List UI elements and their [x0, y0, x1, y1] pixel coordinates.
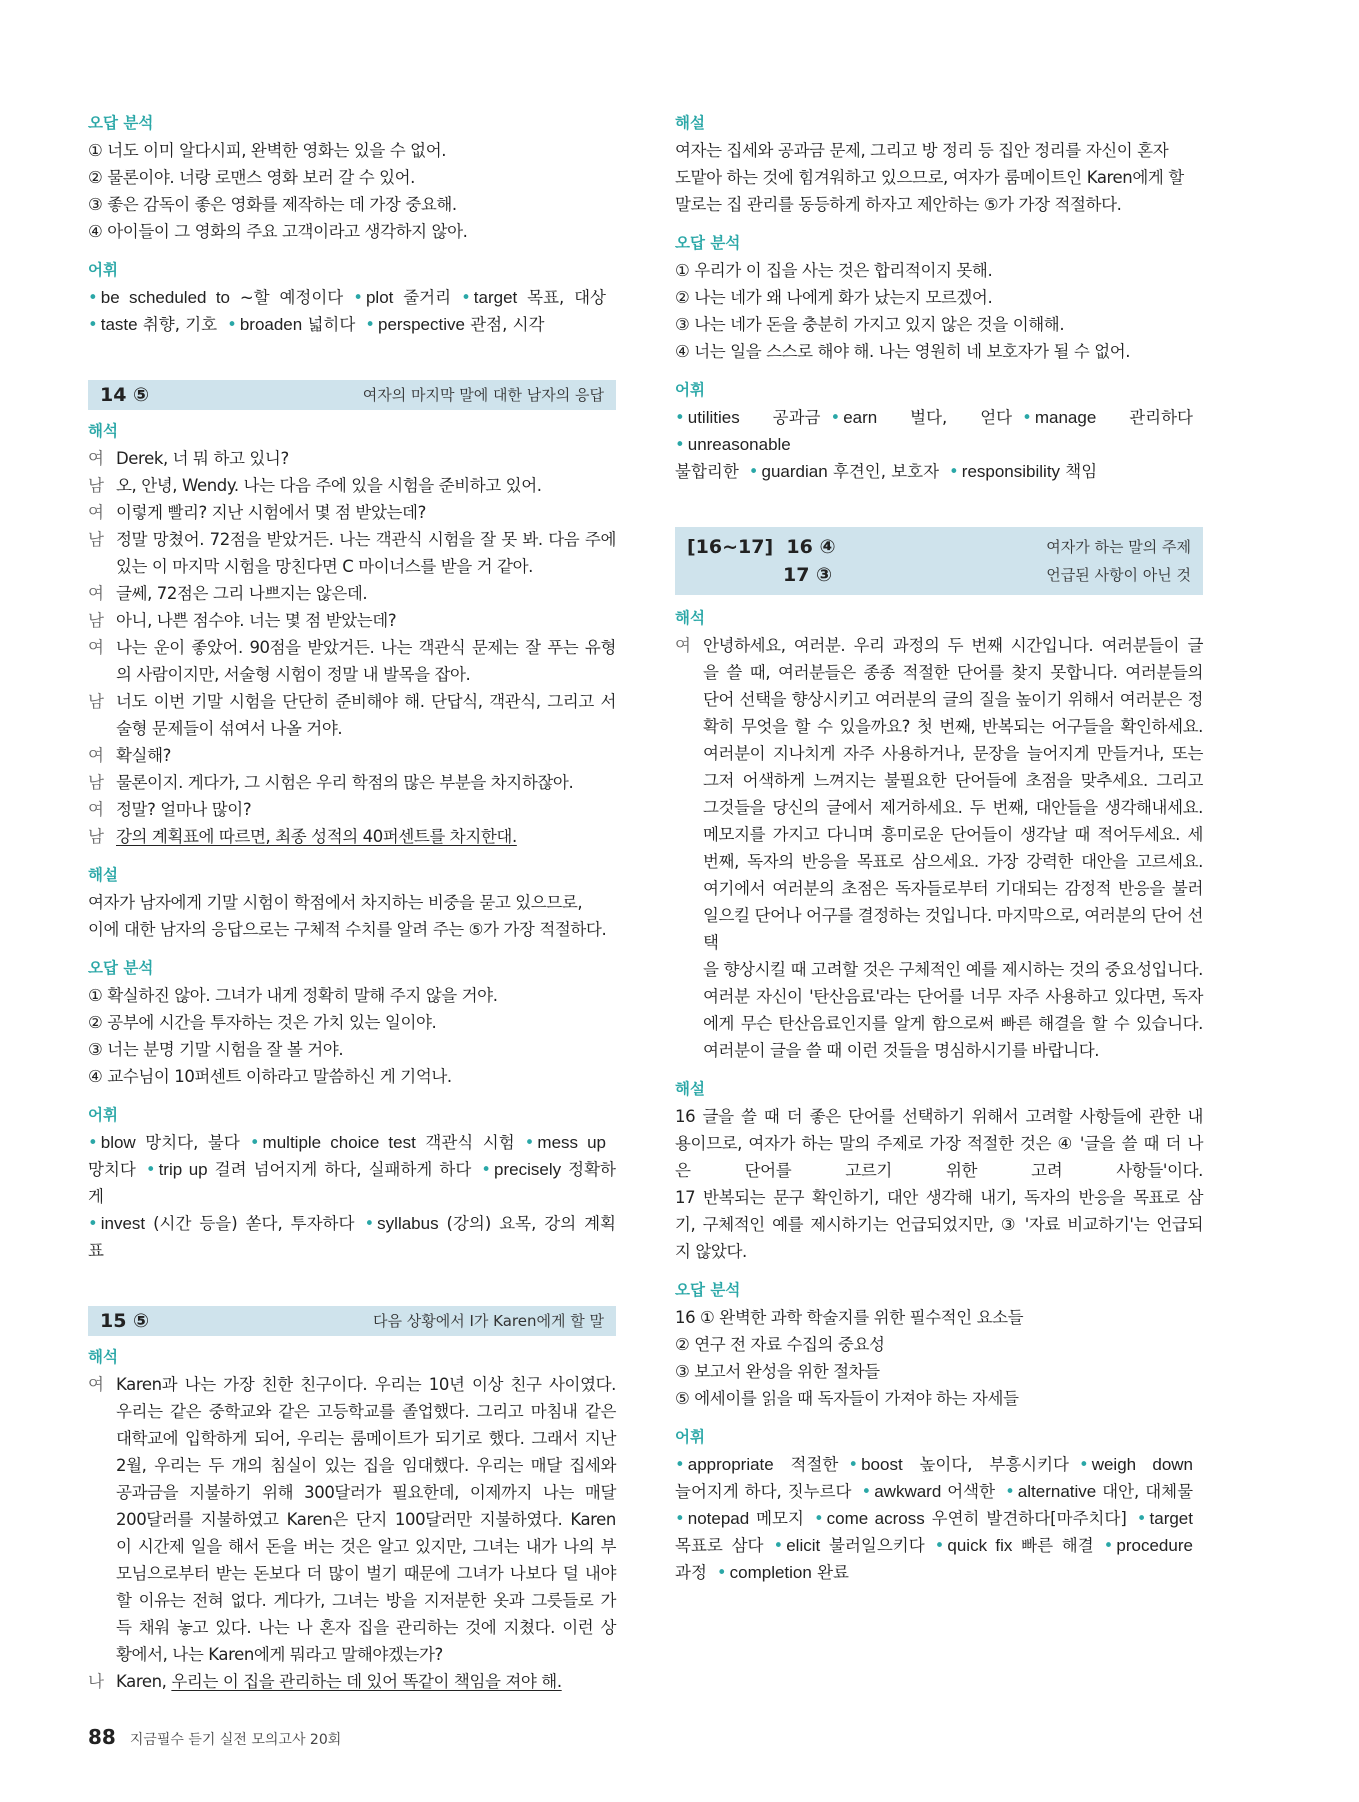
vocab-meaning: 메모지	[749, 1509, 804, 1528]
text-line: ③ 좋은 감독이 좋은 영화를 제작하는 데 가장 중요해.	[88, 195, 457, 214]
bullet-icon: •	[481, 1160, 492, 1179]
vocab-term: precisely	[494, 1160, 562, 1179]
vocab-meaning: 목표로 삼다	[675, 1536, 764, 1555]
vocab-item	[250, 1133, 515, 1152]
text-line: 안녕하세요, 여러분. 우리 과정의 두 번째 시간입니다. 여러분들이 글	[703, 636, 1203, 655]
vocab-meaning: 정확하게	[88, 1160, 616, 1206]
vocab-line	[675, 1505, 1203, 1532]
question-number: 16 ④	[786, 535, 836, 558]
vocab-term: target	[1149, 1509, 1193, 1528]
vocab-item	[227, 315, 355, 334]
text-line: ④ 교수님이 10퍼센트 이하라고 말씀하신 게 기억나.	[88, 1067, 452, 1086]
text-line: 여자가 남자에게 기말 시험이 학점에서 차지하는 비중을 묻고 있으므로,	[88, 893, 583, 912]
dialogue-line	[88, 499, 616, 526]
bullet-icon: •	[1022, 408, 1032, 427]
text-line: ① 확실하진 않아. 그녀가 내게 정확히 말해 주지 않을 거야.	[88, 986, 498, 1005]
text-line: 그것들을 당신의 글에서 제거하세요. 두 번째, 대안들을 생각해내세요.	[703, 798, 1203, 817]
text-line: ⑤ 에세이를 읽을 때 독자들이 가져야 하는 자세들	[675, 1389, 1019, 1408]
speaker-label: 여	[675, 636, 691, 655]
speaker-label: 여	[88, 584, 104, 603]
vocab-line	[675, 1451, 1203, 1478]
vocab-meaning: 높이다, 부흥시키다	[902, 1455, 1069, 1474]
text-line: ③ 나는 네가 돈을 충분히 가지고 있지 않은 것을 이해해.	[675, 315, 1065, 334]
text-line: ② 물론이야. 너랑 로맨스 영화 보러 갈 수 있어.	[88, 168, 416, 187]
vocab-item	[461, 288, 606, 307]
section-heading: 어휘	[88, 261, 118, 279]
explanation	[88, 889, 616, 943]
vocab-item	[814, 1509, 1127, 1528]
vocab-item	[353, 288, 451, 307]
vocab-term: trip up	[158, 1160, 208, 1179]
dialogue-text: 이렇게 빨리? 지난 시험에서 몇 점 받았는데?	[116, 503, 426, 522]
dialogue-line	[88, 796, 616, 823]
vocab-term: quick fix	[947, 1536, 1013, 1555]
bullet-icon: •	[675, 1455, 685, 1474]
speaker-label: 남	[88, 611, 104, 630]
text-line: 일으킬 단어나 어구를 결정하는 것입니다. 마지막으로, 여러분의 단어 선택	[703, 906, 1203, 952]
page-number: 88	[88, 1725, 116, 1749]
vocab-meaning: 관점, 시각	[464, 315, 545, 334]
bullet-icon: •	[773, 1536, 784, 1555]
question-topic: 여자가 하는 말의 주제	[1046, 537, 1191, 556]
text-line: 그저 어색하게 느껴지는 불필요한 단어들에 초점을 맞추세요. 그리고	[703, 771, 1203, 790]
vocab-meaning: 적절한	[773, 1455, 839, 1474]
vocab-item	[525, 1133, 606, 1152]
page-footer	[88, 1725, 341, 1749]
text-line: ④ 아이들이 그 영화의 주요 고객이라고 생각하지 않아.	[88, 222, 468, 241]
vocab-line	[88, 1210, 616, 1264]
vocab-term: come across	[826, 1509, 925, 1528]
wrong-answer-list	[675, 1304, 1203, 1412]
vocab-term: notepad	[687, 1509, 750, 1528]
vocab-term: perspective	[378, 315, 465, 334]
bullet-icon: •	[88, 1133, 98, 1152]
dialogue-line	[88, 742, 616, 769]
vocab-item	[675, 435, 791, 454]
dialogue-line	[88, 688, 616, 742]
speaker-label: 여	[88, 503, 104, 522]
section-heading: 해설	[675, 1080, 705, 1098]
text-line: 이에 대한 남자의 응답으로는 구체적 수치를 알려 주는 ⑤가 가장 적절하다.	[88, 920, 607, 939]
speaker-label: 여	[88, 449, 104, 468]
vocab-line	[675, 458, 1203, 485]
text-line: 모님으로부터 받는 돈보다 더 많이 벌기 때문에 그녀가 나보다 덜 내야	[116, 1564, 616, 1583]
bullet-icon: •	[88, 288, 98, 307]
dialogue-line	[88, 445, 616, 472]
vocab-line	[88, 1129, 616, 1156]
wrong-answer-list	[88, 982, 616, 1090]
vocab-item	[88, 1160, 136, 1179]
vocab-meaning: 완료	[811, 1563, 849, 1582]
bullet-icon: •	[524, 1133, 535, 1152]
answer-underline: 강의 계획표에 따르면, 최종 성적의 40퍼센트를 차지한대.	[116, 827, 517, 846]
text-line: 16 ① 완벽한 과학 학술지를 위한 필수적인 요소들	[675, 1308, 1024, 1327]
vocab-item	[861, 1482, 995, 1501]
speaker-label: 남	[88, 530, 104, 549]
section-heading: 해석	[675, 609, 705, 627]
vocab-item	[88, 1214, 354, 1233]
text-line: Karen과 나는 가장 친한 친구이다. 우리는 10년 이상 친구 사이였다.	[116, 1375, 616, 1394]
vocab-line	[88, 311, 616, 338]
section-heading: 해석	[88, 1348, 118, 1366]
speaker-label: 남	[88, 827, 104, 846]
vocab-term: plot	[365, 288, 394, 307]
vocab-term: target	[473, 288, 518, 307]
question-number: 14 ⑤	[100, 383, 150, 406]
dialogue-line	[88, 769, 616, 796]
vocab-item	[146, 1160, 471, 1179]
vocab-line	[675, 1559, 1203, 1586]
vocab-term: alternative	[1017, 1482, 1097, 1501]
vocab-term: broaden	[239, 315, 303, 334]
vocab-item	[675, 1563, 707, 1582]
vocab-item	[773, 1536, 924, 1555]
vocab-item	[1079, 1455, 1193, 1474]
question-topic: 언급된 사항이 아닌 것	[1046, 565, 1191, 584]
vocab-meaning: 줄거리	[393, 288, 452, 307]
bullet-icon: •	[675, 435, 685, 454]
section-heading: 해석	[88, 422, 118, 440]
vocab-line	[88, 284, 616, 311]
text-line: 메모지를 가지고 다니며 흥미로운 단어들이 생각날 때 적어두세요. 세	[703, 825, 1203, 844]
bullet-icon: •	[365, 315, 376, 334]
vocab-item	[1005, 1482, 1193, 1501]
bullet-icon: •	[716, 1563, 727, 1582]
vocab-term: syllabus	[377, 1214, 439, 1233]
text-line: 공과금을 지불하기 위해 300달러가 필요한데, 이제까지 나는 매달	[116, 1483, 616, 1502]
vocab-meaning: 관리하다	[1096, 408, 1193, 427]
vocab-item	[749, 462, 939, 481]
speaker-label: 여	[88, 746, 104, 765]
vocab-meaning: 공과금	[739, 408, 821, 427]
vocab-block	[88, 1129, 616, 1264]
vocab-term: appropriate	[687, 1455, 774, 1474]
dialogue-text: 글쎄, 72점은 그리 나쁘지는 않은데.	[116, 584, 368, 603]
vocab-meaning: 넓히다	[302, 315, 356, 334]
vocab-meaning: 우연히 발견하다[마주치다]	[924, 1509, 1127, 1528]
dialogue-text: 너도 이번 기말 시험을 단단히 준비해야 해. 단답식, 객관식, 그리고 서	[116, 692, 616, 711]
left-column	[88, 110, 616, 1695]
text-line: 여러분이 글을 쓸 때 이런 것들을 명심하시기를 바랍니다.	[703, 1041, 1100, 1060]
question-topic: 다음 상황에서 I가 Karen에게 할 말	[373, 1311, 604, 1330]
text-line: 확히 무엇을 할 수 있을까요? 첫 번째, 반복되는 어구들을 확인하세요.	[703, 717, 1203, 736]
section-heading: 해설	[88, 866, 118, 884]
section-heading: 오답 분석	[88, 959, 154, 977]
dialogue-line	[88, 1668, 616, 1695]
section-heading: 해설	[675, 114, 705, 132]
question-header-15	[88, 1306, 616, 1336]
bullet-icon: •	[675, 1509, 685, 1528]
bullet-icon: •	[1136, 1509, 1147, 1528]
text-line: 은 단어를 고르기 위한 고려 사항들'이다.	[675, 1161, 1203, 1180]
wrong-answer-list	[88, 137, 616, 245]
bullet-icon: •	[461, 288, 471, 307]
dialogue-text: 술형 문제들이 섞여서 나올 거야.	[116, 719, 343, 738]
text-line: 200달러를 지불하였고 Karen은 단지 100달러만 지불하였다. Karen	[116, 1510, 616, 1529]
section-heading: 어휘	[675, 1428, 705, 1446]
vocab-item	[88, 1133, 240, 1152]
vocab-term: blow	[100, 1133, 136, 1152]
text-line: 에게 무슨 탄산음료인지를 알게 함으로써 빠른 해결을 할 수 있습니다.	[703, 1014, 1203, 1033]
vocab-meaning: 걸려 넘어지게 하다, 실패하게 하다	[207, 1160, 472, 1179]
vocab-term: unreasonable	[687, 435, 791, 454]
text-line: ② 나는 네가 왜 나에게 화가 났는지 모르겠어.	[675, 288, 993, 307]
text-line: 용이므로, 여자가 하는 말의 주제로 가장 적절한 것은 ④ '글을 쓸 때 더 나	[675, 1134, 1203, 1153]
dialogue-text: 오, 안녕, Wendy. 나는 다음 주에 있을 시험을 준비하고 있어.	[116, 476, 542, 495]
speaker-label: 여	[88, 800, 104, 819]
vocab-item	[848, 1455, 1069, 1474]
vocab-item	[935, 1536, 1094, 1555]
text-line: 을 쓸 때, 여러분들은 종종 적절한 단어를 찾지 못합니다. 여러분들의	[703, 663, 1203, 682]
vocab-line	[675, 1532, 1203, 1559]
vocab-meaning: 벌다, 얻다	[877, 408, 1013, 427]
speaker-label: 여	[88, 638, 104, 657]
text-line: 단어 선택을 향상시키고 여러분의 글의 질을 높이기 위해서 여러분은 정	[703, 690, 1203, 709]
book-title: 지금필수 듣기 실전 모의고사 20회	[129, 1732, 342, 1748]
text-line: 번째, 독자의 반응을 목표로 삼으세요. 가장 강력한 대안을 고르세요.	[703, 852, 1203, 871]
bullet-icon: •	[675, 408, 685, 427]
vocab-item	[675, 1455, 838, 1474]
bullet-icon: •	[353, 288, 363, 307]
vocab-term: invest	[100, 1214, 146, 1233]
explanation	[675, 1103, 1203, 1265]
vocab-term: utilities	[687, 408, 740, 427]
bullet-icon: •	[813, 1509, 824, 1528]
question-number: 17 ③	[783, 563, 833, 586]
vocab-term: responsibility	[961, 462, 1061, 481]
vocab-item	[717, 1563, 849, 1582]
dialogue-line	[88, 580, 616, 607]
vocab-item	[88, 315, 217, 334]
text-line: ② 공부에 시간을 투자하는 것은 가치 있는 일이야.	[88, 1013, 437, 1032]
dialogue-text: 의 사람이지만, 서술형 시험이 정말 내 발목을 잡아.	[116, 665, 471, 684]
dialogue-text: 정말 망쳤어. 72점을 받았거든. 나는 객관식 시험을 잘 못 봐. 다음 주에	[116, 530, 616, 549]
vocab-term: multiple choice test	[262, 1133, 416, 1152]
text-line: 황에서, 나는 Karen에게 뭐라고 말해야겠는가?	[116, 1645, 443, 1664]
vocab-item	[675, 1536, 763, 1555]
vocab-meaning: 빠른 해결	[1012, 1536, 1094, 1555]
vocab-item	[675, 1482, 851, 1501]
vocab-item	[365, 315, 544, 334]
vocab-item	[88, 288, 343, 307]
text-line: 대학교에 입학하게 되어, 우리는 룸메이트가 되기로 했다. 그래서 지난	[116, 1429, 616, 1448]
vocab-meaning: 어색한	[941, 1482, 996, 1501]
script-paragraph	[116, 1371, 616, 1668]
script-paragraph	[703, 632, 1203, 1064]
text-line: ① 우리가 이 집을 사는 것은 합리적이지 못해.	[675, 261, 993, 280]
text-line: 여기에서 여러분의 초점은 독자들로부터 기대되는 감정적 반응을 불러	[703, 879, 1203, 898]
dialogue-line	[88, 634, 616, 688]
text-line: 17 반복되는 문구 확인하기, 대안 생각해 내기, 독자의 반응을 목표로 삼	[675, 1188, 1203, 1207]
right-column	[675, 110, 1203, 1586]
dialogue-line	[88, 823, 616, 850]
section-heading: 오답 분석	[88, 114, 154, 132]
text-line: 이 시간제 일을 해서 돈을 버는 것은 알고 있지만, 그녀는 내가 나의 부	[116, 1537, 616, 1556]
bullet-icon: •	[934, 1536, 945, 1555]
text-line: 할 이유는 전혀 없다. 게다가, 그녀는 방을 지저분한 옷과 그릇들로 가	[116, 1591, 616, 1610]
vocab-term: weigh down	[1091, 1455, 1194, 1474]
text-line: 여러분이 지나치게 자주 사용하거나, 문장을 늘어지게 만들거나, 또는	[703, 744, 1203, 763]
question-number: 15 ⑤	[100, 1309, 150, 1332]
vocab-meaning: 불러일으키다	[820, 1536, 925, 1555]
text-line: ② 연구 전 자료 수집의 중요성	[675, 1335, 885, 1354]
vocab-term: elicit	[786, 1536, 821, 1555]
vocab-meaning: 늘어지게 하다, 짓누르다	[675, 1482, 852, 1501]
vocab-term: be scheduled to	[100, 288, 230, 307]
bullet-icon: •	[949, 462, 959, 481]
bullet-icon: •	[748, 462, 759, 481]
vocab-meaning: 망치다, 불다	[135, 1133, 240, 1152]
vocab-term: earn	[843, 408, 878, 427]
section-heading: 오답 분석	[675, 234, 741, 252]
dialogue-text: 나는 운이 좋았어. 90점을 받았거든. 나는 객관식 문제는 잘 푸는 유형	[116, 638, 616, 657]
question-header-14	[88, 380, 616, 410]
vocab-meaning: 불합리한	[675, 462, 739, 481]
speaker-label: 여	[88, 1375, 104, 1394]
vocab-term: procedure	[1116, 1536, 1193, 1555]
vocab-meaning: 목표, 대상	[517, 288, 606, 307]
bullet-icon: •	[364, 1214, 375, 1233]
bullet-icon: •	[227, 315, 237, 334]
dialogue-line	[675, 632, 1203, 1064]
bullet-icon: •	[249, 1133, 260, 1152]
answer-underline: 우리는 이 집을 관리하는 데 있어 똑같이 책임을 져야 해.	[171, 1672, 562, 1691]
vocab-meaning: 대안, 대체물	[1096, 1482, 1194, 1501]
text-line: 기, 구체적인 예를 제시하기는 언급되었지만, ③ '자료 비교하기'는 언급되	[675, 1215, 1203, 1234]
question-topic: 여자의 마지막 말에 대한 남자의 응답	[362, 385, 604, 404]
bullet-icon: •	[88, 1214, 98, 1233]
explanation	[675, 137, 1203, 218]
text-line: 말로는 집 관리를 동등하게 하자고 제안하는 ⑤가 가장 적절하다.	[675, 195, 1122, 214]
bullet-icon: •	[830, 408, 841, 427]
bullet-icon: •	[88, 315, 98, 334]
vocab-term: guardian	[761, 462, 828, 481]
vocab-meaning: (시간 등을) 쏟다, 투자하다	[145, 1214, 355, 1233]
text-line: 2월, 우리는 두 개의 침실이 있는 집을 임대했다. 우리는 매달 집세와	[116, 1456, 616, 1475]
speaker-label: 남	[88, 692, 104, 711]
vocab-block	[675, 404, 1203, 485]
vocab-term: completion	[729, 1563, 812, 1582]
text-line: 여러분 자신이 '탄산음료'라는 단어를 너무 자주 사용하고 있다면, 독자	[703, 987, 1203, 1006]
vocab-item	[1104, 1536, 1193, 1555]
speaker-label: 남	[88, 476, 104, 495]
vocab-line	[88, 1156, 616, 1210]
dialogue	[88, 445, 616, 823]
answer-prefix: Karen,	[116, 1672, 172, 1691]
text-line: ③ 너는 분명 기말 시험을 잘 볼 거야.	[88, 1040, 344, 1059]
text-line: 16 글을 쓸 때 더 좋은 단어를 선택하기 위해서 고려할 사항들에 관한 내	[675, 1107, 1203, 1126]
text-line: ④ 너는 일을 스스로 해야 해. 나는 영원히 네 보호자가 될 수 없어.	[675, 342, 1131, 361]
speaker-label: 나	[88, 1672, 104, 1691]
section-heading: 오답 분석	[675, 1281, 741, 1299]
dialogue-line	[88, 472, 616, 499]
question-header-16-17	[675, 527, 1203, 595]
bullet-icon: •	[1078, 1455, 1089, 1474]
vocab-line	[675, 404, 1203, 458]
vocab-term: boost	[861, 1455, 903, 1474]
text-line: 득 채워 놓고 있다. 나는 나 혼자 집을 관리하는 것에 지쳤다. 이런 상	[116, 1618, 616, 1637]
vocab-meaning: 객관식 시험	[415, 1133, 515, 1152]
vocab-item	[949, 462, 1097, 481]
text-line: 우리는 같은 중학교와 같은 고등학교를 졸업했다. 그리고 마침내 같은	[116, 1402, 616, 1421]
speaker-label: 남	[88, 773, 104, 792]
vocab-meaning: ~할 예정이다	[230, 288, 344, 307]
text-line: 도맡아 하는 것에 힘겨워하고 있으므로, 여자가 룸메이트인 Karen에게 할	[675, 168, 1184, 187]
vocab-term: awkward	[874, 1482, 942, 1501]
vocab-item	[675, 462, 739, 481]
vocab-meaning: 책임	[1060, 462, 1098, 481]
vocab-meaning: (강의) 요목, 강의 계획표	[88, 1214, 616, 1260]
bullet-icon: •	[1005, 1482, 1015, 1501]
bullet-icon: •	[1103, 1536, 1114, 1555]
dialogue-line	[88, 1371, 616, 1668]
vocab-meaning: 후견인, 보호자	[827, 462, 940, 481]
dialogue-text: 물론이지. 게다가, 그 시험은 우리 학점의 많은 부분을 차지하잖아.	[116, 773, 574, 792]
vocab-meaning: 취향, 기호	[137, 315, 218, 334]
vocab-item	[675, 408, 820, 427]
text-line: ③ 보고서 완성을 위한 절차들	[675, 1362, 880, 1381]
dialogue-text: 확실해?	[116, 746, 171, 765]
section-heading: 어휘	[675, 381, 705, 399]
dialogue-line	[88, 526, 616, 580]
text-line: ① 너도 이미 알다시피, 완벽한 영화는 있을 수 없어.	[88, 141, 447, 160]
question-range: [16~17]	[687, 535, 774, 558]
text-line: 을 향상시킬 때 고려할 것은 구체적인 예를 제시하는 것의 중요성입니다.	[703, 960, 1203, 979]
dialogue-line	[88, 607, 616, 634]
text-line: 지 않았다.	[675, 1242, 747, 1261]
text-line: 여자는 집세와 공과금 문제, 그리고 방 정리 등 집안 정리를 자신이 혼자	[675, 141, 1169, 160]
section-heading: 어휘	[88, 1106, 118, 1124]
dialogue-text: 있는 이 마지막 시험을 망친다면 C 마이너스를 받을 거 같아.	[116, 557, 533, 576]
vocab-block	[675, 1451, 1203, 1586]
vocab-term: mess up	[537, 1133, 606, 1152]
wrong-answer-list	[675, 257, 1203, 365]
vocab-meaning: 망치다	[88, 1160, 136, 1179]
dialogue-text: Derek, 너 뭐 하고 있니?	[116, 449, 289, 468]
bullet-icon: •	[861, 1482, 872, 1501]
vocab-item	[1022, 408, 1193, 427]
bullet-icon: •	[848, 1455, 859, 1474]
vocab-item	[830, 408, 1012, 427]
vocab-item	[675, 1509, 804, 1528]
vocab-meaning: 과정	[675, 1563, 707, 1582]
dialogue-text: 정말? 얼마나 많이?	[116, 800, 252, 819]
vocab-line	[675, 1478, 1203, 1505]
bullet-icon: •	[145, 1160, 156, 1179]
vocab-term: taste	[100, 315, 138, 334]
dialogue-text: 아니, 나쁜 점수야. 너는 몇 점 받았는데?	[116, 611, 397, 630]
vocab-term: manage	[1034, 408, 1097, 427]
vocab-item	[1137, 1509, 1193, 1528]
